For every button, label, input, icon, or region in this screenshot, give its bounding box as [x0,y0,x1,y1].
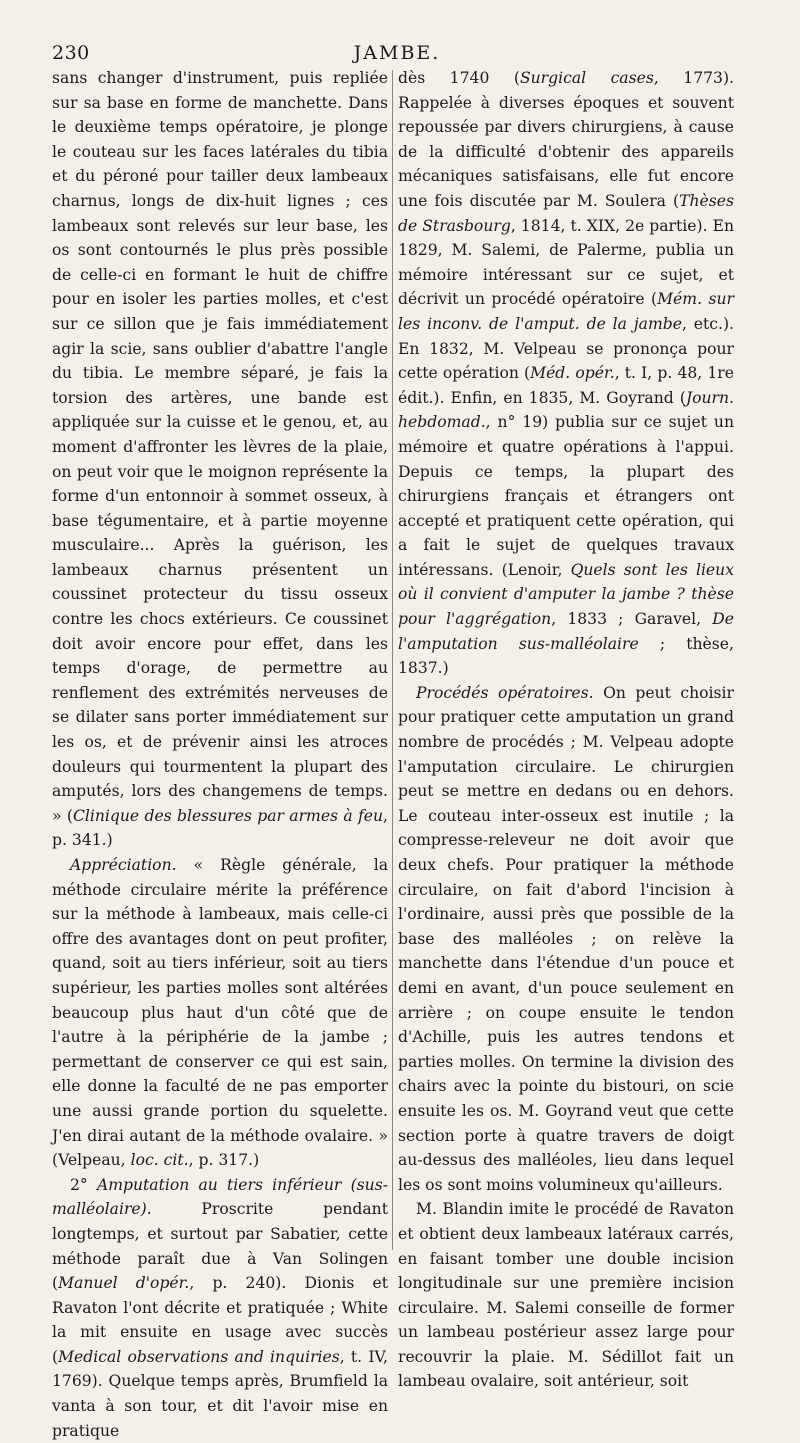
italic-text: De l'amputation sus-malléolaire [398,610,734,653]
text-run: dès 1740 ( [398,69,520,87]
italic-text: Appréciation. [70,856,177,874]
italic-text: Thèses de Strasbourg [398,191,734,235]
italic-text: loc. cit. [130,1151,189,1170]
italic-text: Surgical cases [519,69,654,87]
italic-text: Medical observations and inquiries [58,1347,340,1366]
text-run: , 1833 ; Garavel, [551,610,713,629]
text-run: , p. 317.) [188,1151,260,1170]
running-head: JAMBE. [353,42,441,64]
text-run: , p. 240). Dionis et Ravaton l'ont décrite et pratiquée ; White la mit ensuite en usage avec succès ( [52,1274,388,1366]
left-column [52,66,388,1443]
paragraph [52,853,388,1173]
text-run: On peut choisir pour pratiquer cette amputation un grand nombre de procédés ; M. Velpeau adopte l'amputation circulaire. Le chirurgien peut se mettre en dedans ou en dehors. Le couteau inter-osseux est inutile ; la compresse-releveur ne doit avoir que deux chefs. Pour pratiquer la méthode circulaire, on fait d'abord l'incision à l'ordinaire, aussi près que possible de la base des malléoles ; on relève la manchette dans l'étendue d'un pouce et demi en avant, d'un pouce seulement en arrière ; on coupe ensuite le tendon d'Achille, puis les autres tendons et parties molles. On termine la division des chairs avec la pointe du bistouri, on scie ensuite les os. M. Goyrand veut que cette section porte à quatre travers de doigt au-dessus des malléoles, lieu dans lequel les os sont moins volumineux qu'ailleurs. [398,683,734,1194]
text-run: , t. I, p. 48, 1re édit.). Enfin, en 1835, M. Goyrand ( [398,364,734,407]
italic-text: Manuel d'opér. [58,1274,190,1293]
paragraph [398,66,734,681]
text-run: sans changer d'instrument, puis repliée sur sa base en forme de manchette. Dans le deuxième temps opératoire, je plonge le couteau sur les faces latérales du tibia et du péroné pour tailler deux lambeaux charnus, longs de dix-huit lignes ; ces lambeaux sont relevés sur leur base, les os sont contournés le plus près possible de celle-ci en formant le huit de chiffre pour en isoler les parties molles, et c'est sur ce sillon que je fais immédiatement agir la scie, sans oublier d'abattre l'angle du tibia. Le membre séparé, je fais la torsion des artères, une bande est appliquée sur la cuisse et le genou, et, au moment d'affronter les lèvres de la plaie, on peut voir que le moignon représente la forme d'un entonnoir à sommet osseux, à base tégumentaire, et à partie moyenne musculaire... Après la guérison, les lambeaux charnus présentent un coussinet protecteur du tissu osseux contre les chocs extérieurs. Ce coussinet doit avoir encore pour effet, dans les temps d'orage, de permettre au renflement des extrémités nerveuses de se dilater sans porter immédiatement sur les os, et de prévenir ainsi les atroces douleurs qui tourmentent la plupart des amputés, lors des changemens de temps. » ( [52,69,388,825]
italic-text: Amputation au tiers inférieur (sus-malléolaire) [52,1175,388,1219]
italic-text: Journ. hebdomad. [398,388,734,432]
right-column [398,66,734,1394]
text-run: 2° [70,1175,97,1194]
italic-text: Quels sont les lieux où il convient d'amputer la jambe ? thèse pour l'aggrégation [398,560,734,629]
text-run: , t. IV, 1769). Quelque temps après, Brumfield la vanta à son tour, et dit l'avoir mise en pratique [52,1347,388,1440]
italic-text: Clinique des blessures par armes à feu [72,806,384,825]
paragraph [52,1173,388,1443]
text-run: , 1814, t. XIX, 2e partie). En 1829, M. Salemi, de Palerme, publia un mémoire intéressant sur ce sujet, et décrivit un procédé opératoire ( [398,216,734,309]
page-number: 230 [52,42,90,64]
text-run: , n° 19) publia sur ce sujet un mémoire et quatre opérations à l'appui. Depuis ce temps, la plupart des chirurgiens français et étrangers ont accepté et pratiquent cette opération, qui a fait le sujet de quelques travaux intéressans. (Lenoir, [398,413,734,579]
paragraph [398,681,734,1197]
text-run: « Règle générale, la méthode circulaire mérite la préférence sur la méthode à lambeaux, mais celle-ci offre des avantages dont on peut profiter, quand, soit au tiers inférieur, soit au tiers supérieur, les parties molles sont altérées beaucoup plus haut d'un côté que de l'autre à la périphérie de la jambe ; permettant de conserver ce qui est sain, elle donne la faculté de ne pas emporter une aussi grande portion du squelette. J'en dirai autant de la méthode ovalaire. » (Velpeau, [52,856,388,1170]
text-run: , etc.). En 1832, M. Velpeau se prononça pour cette opération ( [398,314,734,383]
paragraph [398,1197,734,1394]
text-run: . Proscrite pendant longtemps, et surtout par Sabatier, cette méthode paraît due à Van Solingen ( [52,1200,388,1293]
column-divider [392,70,393,1250]
text-run: , p. 341.) [52,806,388,850]
paragraph [52,66,388,853]
text-run: , 1773). Rappelée à diverses époques et souvent repoussée par divers chirurgiens, à cause de la difficulté d'obtenir des appareils mécaniques satisfaisans, elle fut encore une fois discutée par M. Soulera ( [398,69,734,210]
italic-text: Procédés opératoires. [416,683,594,702]
text-run: ; thèse, 1837.) [398,634,734,678]
italic-text: Mém. sur les inconv. de l'amput. de la jambe [398,290,734,333]
italic-text: Méd. opér. [530,364,615,383]
text-run: M. Blandin imite le procédé de Ravaton et obtient deux lambeaux latéraux carrés, en faisant tomber une double incision longitudinale sur une première incision circulaire. M. Salemi conseille de former un lambeau postérieur assez large pour recouvrir la plaie. M. Sédillot fait un lambeau ovalaire, soit antérieur, soit [398,1200,734,1391]
